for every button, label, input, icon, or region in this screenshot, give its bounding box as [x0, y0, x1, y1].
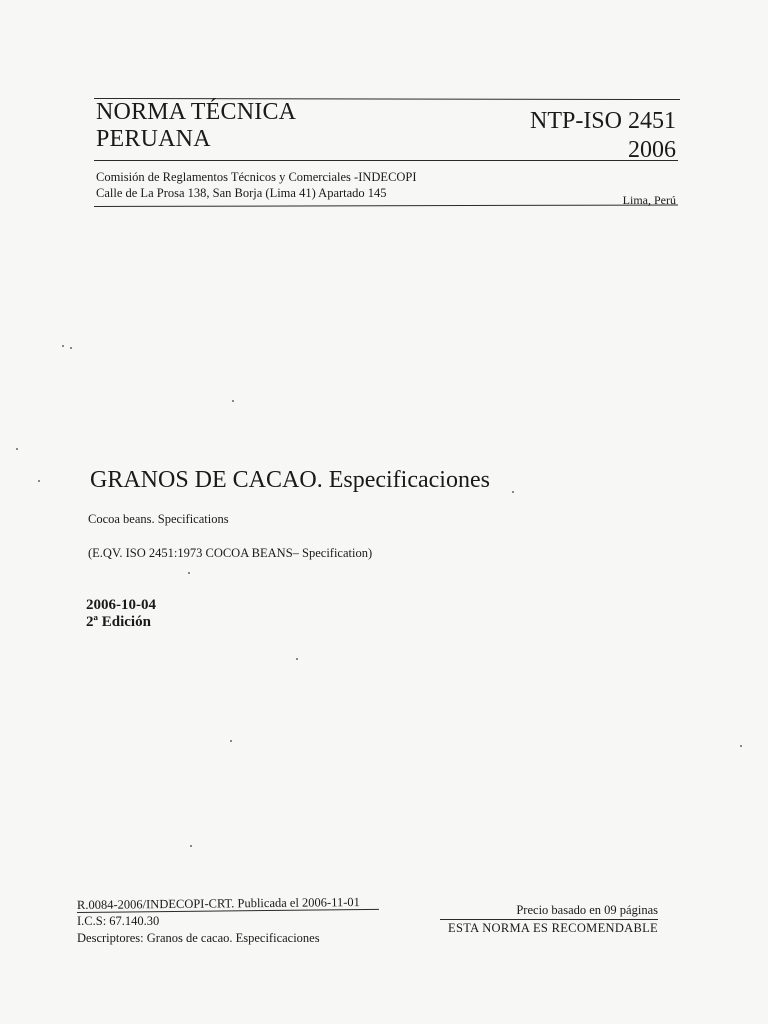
document-title-english: Cocoa beans. Specifications — [88, 512, 229, 526]
edition: 2ª Edición — [86, 614, 151, 630]
publication-reference: R.0084-2006/INDECOPI-CRT. Publicada el 2006-11-01 — [76, 895, 360, 912]
ics-code: I.C.S: 67.140.30 — [77, 914, 160, 928]
scan-speck — [512, 491, 514, 493]
header-bottom-rule — [94, 204, 678, 207]
organization-address: Calle de La Prosa 138, San Borja (Lima 41) Apartado 145 — [96, 186, 387, 200]
header-middle-rule — [94, 160, 678, 161]
standard-code: NTP-ISO 2451 — [529, 108, 676, 134]
scan-speck — [232, 400, 234, 402]
norma-title-line1: NORMA TÉCNICA — [96, 99, 297, 125]
scan-speck — [190, 845, 192, 847]
approval-date: 2006-10-04 — [86, 597, 156, 613]
scan-speck — [62, 345, 64, 347]
price-note: Precio basado en 09 páginas — [516, 903, 658, 917]
footer-right-rule — [440, 919, 658, 920]
scan-speck — [188, 572, 190, 574]
descriptors: Descriptores: Granos de cacao. Especificaciones — [77, 931, 320, 945]
organization-name: Comisión de Reglamentos Técnicos y Comerciales -INDECOPI — [96, 170, 417, 184]
scan-speck — [16, 448, 18, 450]
recommendation-note: ESTA NORMA ES RECOMENDABLE — [448, 921, 658, 935]
iso-equivalence: (E.QV. ISO 2451:1973 COCOA BEANS– Specification) — [88, 546, 373, 560]
scan-speck — [38, 480, 40, 482]
scan-speck — [70, 347, 72, 349]
document-title: GRANOS DE CACAO. Especificaciones — [90, 467, 490, 493]
scan-speck — [230, 740, 232, 742]
norma-title-line2: PERUANA — [96, 126, 211, 152]
standard-year: 2006 — [628, 137, 676, 163]
scan-speck — [296, 658, 298, 660]
scan-speck — [740, 745, 742, 747]
city: Lima, Perú — [622, 193, 676, 207]
